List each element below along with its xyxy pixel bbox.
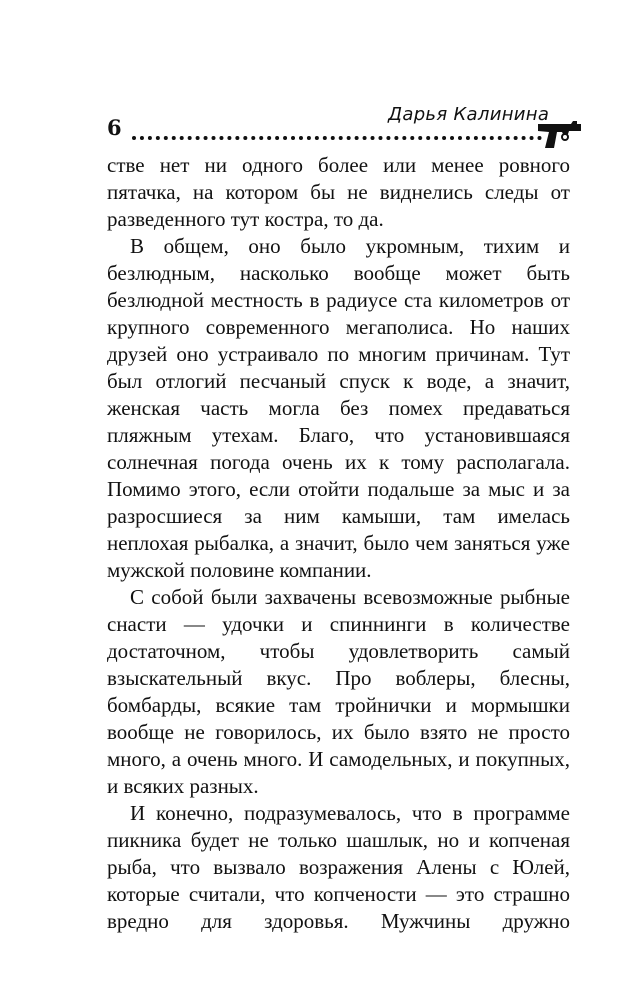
running-header	[107, 104, 577, 154]
paragraph-3: С собой были захвачены всевозможные рыбные снасти — удочки и спиннинги в количестве достаточном, чтобы удовлетворить самый взыскательный вкус. Про воблеры, блесны, бомбарды, всякие там тройнички и мормышки вообще не говорилось, их было взято не просто много, а очень много. И самодельных, и покупных, и всяких разных.	[107, 585, 570, 798]
paragraph-4: И конечно, подразумевалось, что в программе пикника будет не только шашлык, но и копченая рыба, что вызвало возражения Алены с Юлей, которые считали, что копчености — это страшно вредно для здоровья. Мужчины дружно	[107, 801, 570, 933]
page-number: 6	[107, 115, 122, 140]
revolver-icon	[535, 118, 585, 154]
paragraph-2: В общем, оно было укромным, тихим и безлюдным, насколько вообще может быть безлюдной местность в радиусе ста километров от крупного современного мегаполиса. Но наших друзей оно устраивало по многим причинам. Тут был отлогий песчаный спуск к воде, а значит, женская часть могла без помех предаваться пляжным утехам. Благо, что установившаяся солнечная погода очень их к тому располагала. Помимо этого, если отойти подальше за мыс и за разросшиеся за ним камыши, там имелась неплохая рыбалка, а значит, было чем заняться уже мужской половине компании.	[107, 234, 570, 582]
body-text	[107, 152, 570, 935]
author-name: Дарья Калинина	[388, 104, 550, 125]
paragraph-1: стве нет ни одного более или менее ровного пятачка, на котором бы не виднелись следы от разведенного тут костра, то да.	[107, 153, 570, 231]
dot-leader	[132, 132, 542, 140]
